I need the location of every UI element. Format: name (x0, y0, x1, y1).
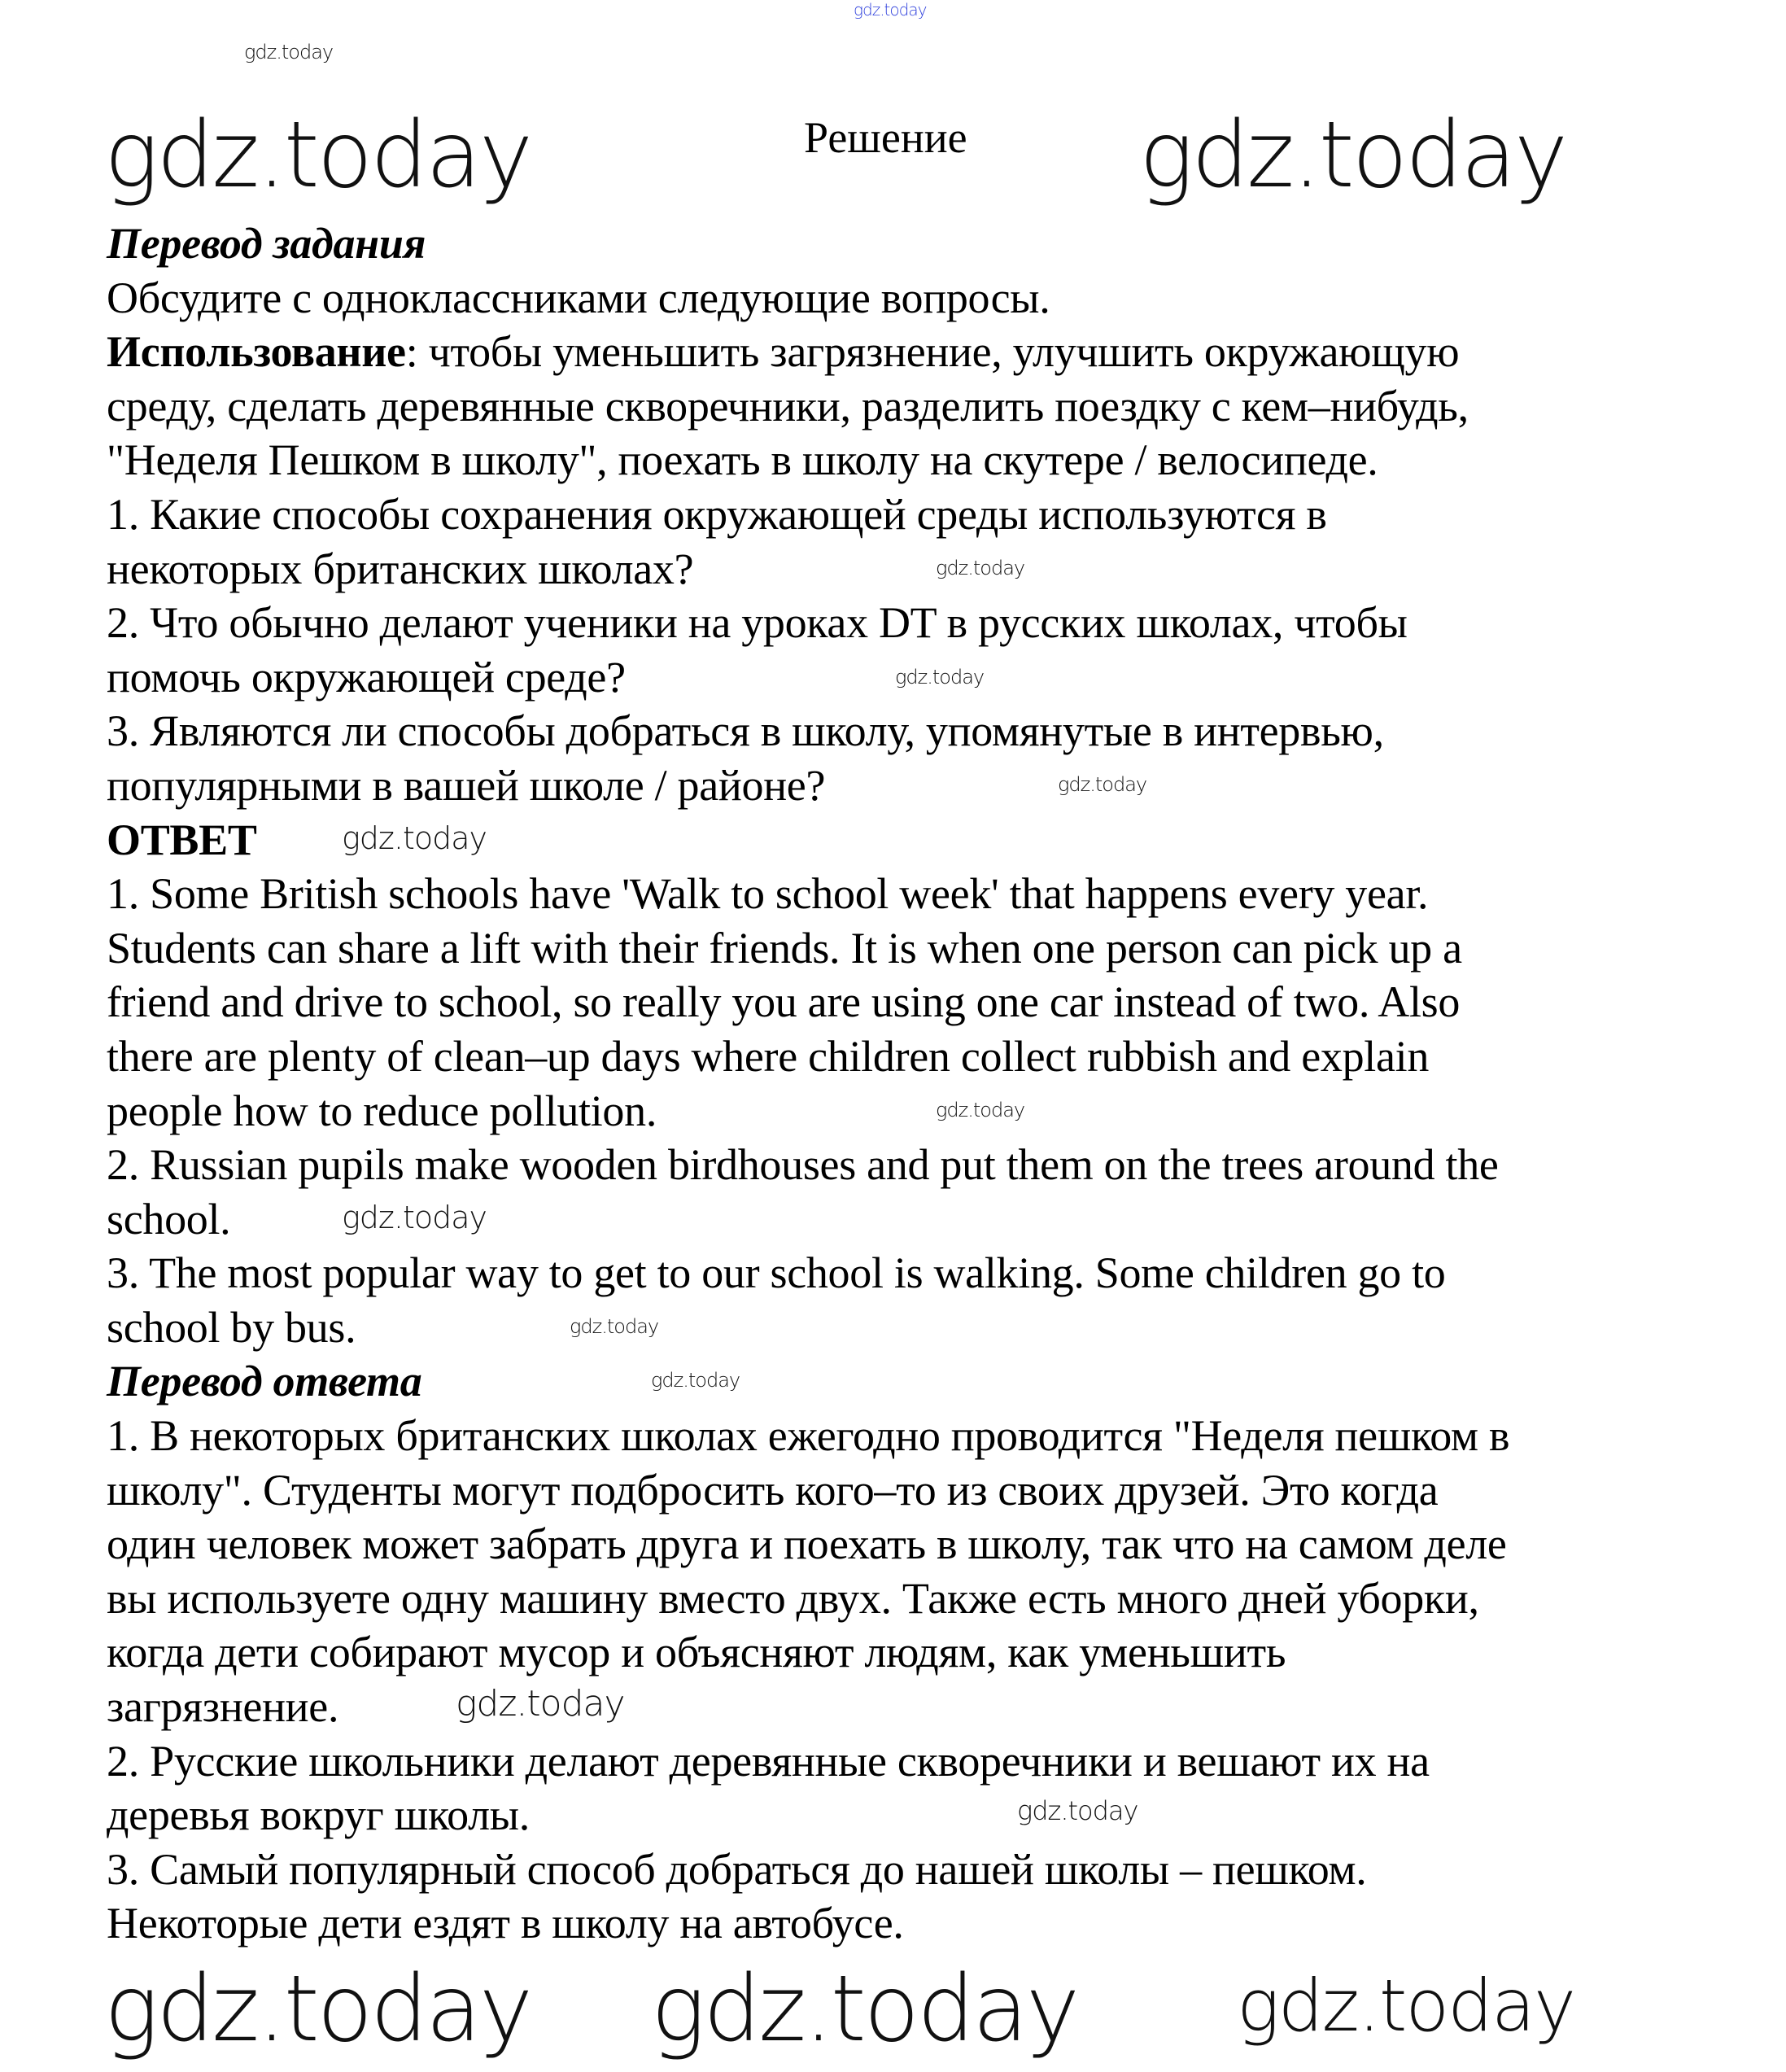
watermark: gdz.today (1017, 1795, 1138, 1826)
answer-line: school by bus. (107, 1302, 356, 1352)
question-line: помочь окружающей среде? (107, 652, 626, 702)
answer-line: there are plenty of clean–up days where children collect rubbish and explain (107, 1031, 1430, 1081)
page-title (804, 112, 967, 163)
answer-line: friend and drive to school, so really you are using one car instead of two. Also (107, 977, 1461, 1027)
watermark: gdz.today (342, 820, 487, 856)
question-line: 3. Являются ли способы добраться в школу, упомянутые в интервью, (107, 706, 1384, 756)
watermark-top: gdz.today (854, 0, 927, 20)
watermark: gdz.today (1237, 1964, 1575, 2048)
document-body (107, 216, 1509, 1951)
watermark: gdz.today (570, 1315, 659, 1338)
task-intro: Обсудите с одноклассниками следующие вопросы. (107, 273, 1050, 322)
watermark: gdz.today (936, 1099, 1025, 1121)
answer-line: 3. The most popular way to get to our school is walking. Some children go to (107, 1248, 1446, 1298)
usage-line: среду, сделать деревянные скворечники, разделить поездку с кем–нибудь, (107, 381, 1469, 431)
watermark: gdz.today (1139, 103, 1566, 208)
question-line: популярными в вашей школе / районе? (107, 760, 826, 810)
task-translation-heading: Перевод задания (107, 219, 426, 268)
answer-line: 2. Russian pupils make wooden birdhouses and put them on the trees around the (107, 1140, 1499, 1190)
question-line: некоторых британских школах? (107, 544, 694, 593)
answer-translation-heading: Перевод ответа (107, 1357, 422, 1406)
watermark: gdz.today (456, 1683, 625, 1724)
answer-line: school. (107, 1194, 231, 1244)
watermark: gdz.today (104, 103, 531, 208)
translation-line: деревья вокруг школы. (107, 1790, 530, 1840)
translation-line: загрязнение. (107, 1682, 339, 1732)
usage-label: Использование (107, 327, 406, 377)
watermark: gdz.today (651, 1369, 740, 1392)
translation-line: 1. В некоторых британских школах ежегодно проводится "Неделя пешком в (107, 1411, 1510, 1461)
watermark: gdz.today (1058, 773, 1147, 796)
answer-line: Students can share a lift with their friends. It is when one person can pick up a (107, 923, 1462, 973)
watermark: gdz.today (936, 557, 1025, 579)
question-line: 2. Что обычно делают ученики на уроках DT в русских школах, чтобы (107, 598, 1408, 648)
translation-line: Некоторые дети ездят в школу на автобусе. (107, 1899, 904, 1948)
watermark: gdz.today (895, 666, 985, 688)
answer-line: people how to reduce pollution. (107, 1086, 657, 1135)
question-line: 1. Какие способы сохранения окружающей среды используются в (107, 489, 1327, 539)
watermark: gdz.today (244, 41, 334, 63)
usage-line: "Неделя Пешком в школу", поехать в школу на скутере / велосипеде. (107, 435, 1378, 485)
watermark: gdz.today (651, 1956, 1078, 2062)
translation-line: когда дети собирают мусор и объясняют людям, как уменьшить (107, 1628, 1286, 1677)
usage-line (107, 325, 1459, 379)
translation-line: 3. Самый популярный способ добраться до нашей школы – пешком. (107, 1844, 1367, 1894)
translation-line: вы используете одну машину вместо двух. Также есть много дней уборки, (107, 1573, 1479, 1623)
usage-text: : чтобы уменьшить загрязнение, улучшить окружающую (405, 327, 1460, 377)
answer-line: 1. Some British schools have 'Walk to school week' that happens every year. (107, 869, 1429, 919)
translation-line: школу". Студенты могут подбросить кого–то из своих друзей. Это когда (107, 1465, 1439, 1515)
title-text: Решение (804, 113, 967, 162)
answer-heading: ОТВЕТ (107, 815, 257, 864)
translation-line: один человек может забрать друга и поехать в школу, так что на самом деле (107, 1519, 1507, 1569)
watermark: gdz.today (104, 1956, 531, 2062)
translation-line: 2. Русские школьники делают деревянные скворечники и вешают их на (107, 1736, 1430, 1786)
watermark: gdz.today (342, 1200, 487, 1235)
